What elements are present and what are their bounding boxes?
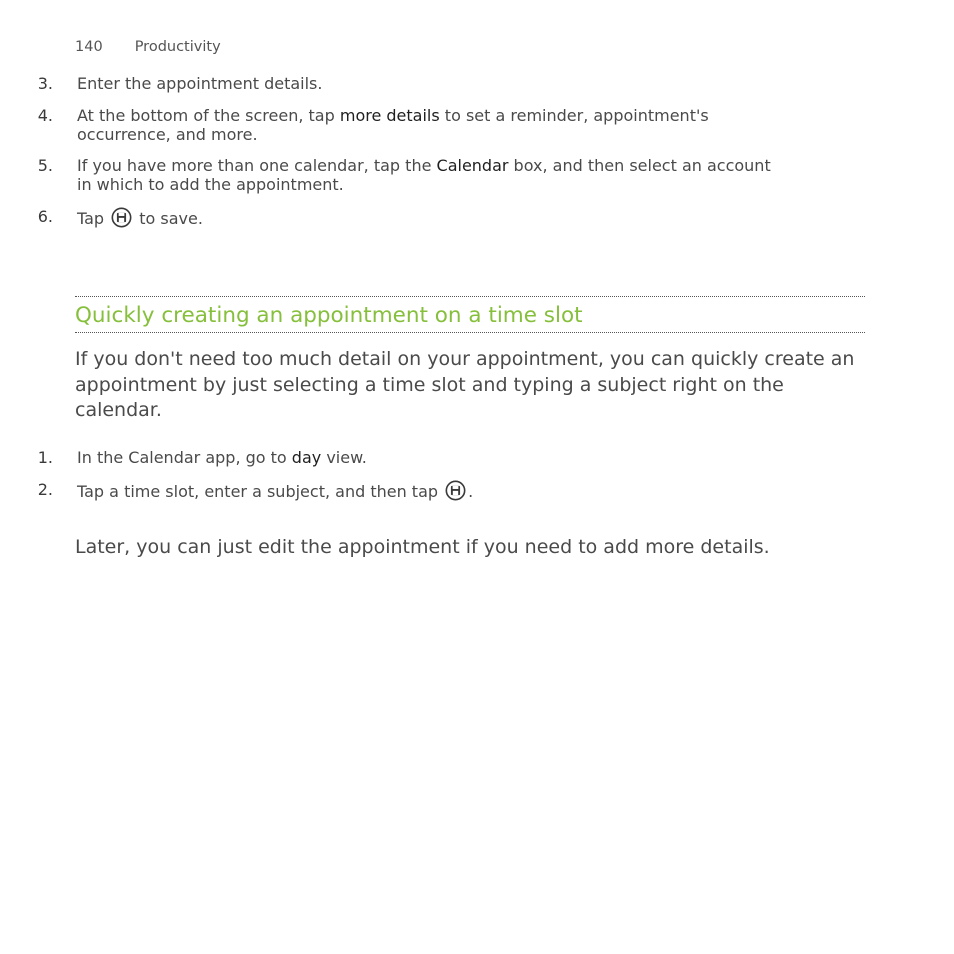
heading-rule-bottom	[75, 332, 865, 333]
step-text-part: .	[468, 481, 474, 501]
step-text-part: box, and then select an account in which to add the appointment.	[77, 156, 771, 194]
save-icon	[111, 207, 132, 228]
step-text-part: Tap a time slot, enter a subject, and then tap	[77, 481, 444, 501]
ui-term-day: day	[291, 448, 322, 467]
step-text	[77, 209, 203, 228]
step-text-part: In the Calendar app, go to	[77, 448, 292, 467]
step-text	[77, 482, 473, 501]
step-text	[77, 448, 367, 467]
step-number: 1.	[37, 448, 53, 467]
page-number: 140	[75, 39, 103, 55]
steps-list-continued	[0, 74, 790, 240]
step-text: Enter the appointment details.	[77, 74, 323, 93]
ui-term-calendar: Calendar	[436, 156, 509, 175]
list-item	[0, 156, 790, 194]
step-text-part: to save.	[134, 208, 203, 228]
list-item	[0, 74, 790, 93]
page-header	[75, 39, 221, 55]
list-item	[0, 207, 790, 228]
step-text	[77, 106, 709, 144]
step-text-part: If you have more than one calendar, tap the	[77, 156, 437, 175]
ui-term-more-details: more details	[339, 105, 440, 125]
step-number: 4.	[37, 105, 53, 125]
running-section-title: Productivity	[134, 39, 221, 55]
step-number: 2.	[37, 479, 53, 499]
section-heading: Quickly creating an appointment on a time slot	[75, 303, 583, 328]
list-item	[0, 480, 790, 501]
list-item	[0, 106, 790, 144]
steps-list	[0, 448, 790, 513]
step-text-part: to set a reminder, appointment's occurrence, and more.	[77, 105, 709, 144]
closing-paragraph: Later, you can just edit the appointment if you need to add more details.	[75, 536, 770, 558]
heading-rule-top	[75, 296, 865, 297]
step-number: 5.	[37, 156, 53, 175]
step-text-part: At the bottom of the screen, tap	[77, 105, 340, 125]
step-number: 6.	[37, 206, 53, 226]
step-text-part: view.	[321, 448, 367, 467]
step-text	[77, 156, 771, 194]
list-item	[0, 448, 790, 467]
section-intro: If you don't need too much detail on your appointment, you can quickly create an appointment by just selecting a time slot and typing a subject right on the calendar.	[75, 348, 855, 421]
step-number: 3.	[37, 74, 53, 93]
step-text-part: Tap	[77, 208, 110, 228]
save-icon	[445, 480, 466, 501]
